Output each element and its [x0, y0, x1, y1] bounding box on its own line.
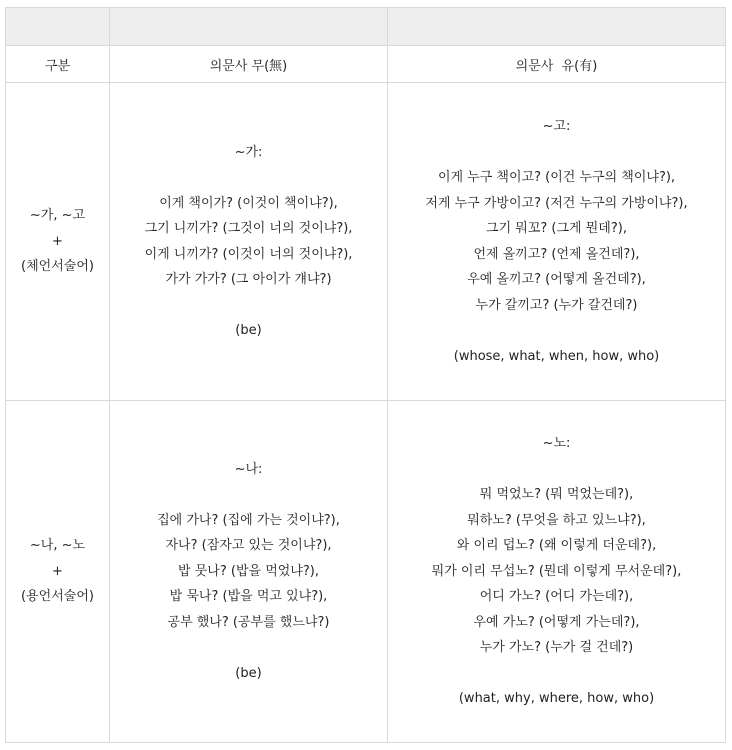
example-sentence: 뭐하노? (무엇을 하고 있느냐?), [467, 512, 646, 528]
row-label-cell [6, 401, 110, 743]
with-question-word-cell [388, 401, 726, 743]
example-sentence: 공부 했나? (공부를 했느냐?) [167, 614, 330, 630]
example-sentence: 이게 니끼가? (이것이 너의 것이냐?), [144, 246, 353, 262]
row-label-line: ~나, ~노 [29, 538, 86, 554]
example-sentence: 밥 묵나? (밥을 먹고 있냐?), [169, 589, 328, 605]
example-sentence: 누가 갈끼고? (누가 갈건데?) [475, 297, 638, 313]
english-note: (be) [235, 323, 262, 338]
with-question-word-cell [388, 83, 726, 401]
example-sentence: 저게 누구 가방이고? (저건 누구의 가방이냐?), [425, 195, 688, 211]
example-sentence: 뭐가 이리 무섭노? (뭔데 이렇게 무서운데?), [431, 563, 682, 579]
ending-title: ~고: [542, 119, 571, 134]
example-sentence: 언제 올끼고? (언제 올건데?), [473, 246, 640, 262]
header-category: 구분 [6, 46, 110, 83]
ending-title: ~나: [234, 461, 263, 477]
row-label-line: (용언서술어) [21, 589, 94, 605]
header-row [6, 46, 726, 83]
example-sentence: 누가 가노? (누가 걸 건데?) [479, 640, 634, 656]
row-label-line: ~가, ~고 [29, 208, 86, 224]
band-cell [388, 8, 726, 46]
english-note: (be) [235, 665, 262, 681]
row-label-line: (체언서술어) [21, 259, 94, 275]
header-with-question-word: 의문사 유(有) [388, 46, 726, 83]
row-label-line: + [52, 233, 63, 249]
no-question-word-cell [110, 83, 388, 401]
header-band-row [6, 8, 726, 46]
grammar-table [5, 7, 726, 743]
example-sentence: 밥 뭇나? (밥을 먹었냐?), [178, 563, 319, 579]
english-note: (what, why, where, how, who) [458, 691, 655, 707]
example-sentence: 그기 니끼가? (그것이 너의 것이냐?), [144, 221, 353, 236]
ending-title: ~가: [234, 144, 263, 160]
example-sentence: 그기 뭐꼬? (그게 뭔데?), [486, 221, 627, 236]
table-row [6, 83, 726, 401]
ending-title: ~노: [542, 436, 571, 452]
header-no-question-word: 의문사 무(無) [110, 46, 388, 83]
english-note: (whose, what, when, how, who) [453, 348, 660, 364]
row-label-cell [6, 83, 110, 401]
row-label-line: + [52, 563, 63, 579]
example-sentence: 이게 누구 책이고? (이건 누구의 책이냐?), [437, 170, 676, 185]
band-cell [110, 8, 388, 46]
example-sentence: 뭐 먹었노? (뭐 먹었는데?), [479, 487, 634, 503]
no-question-word-cell [110, 401, 388, 743]
example-sentence: 우예 올끼고? (어떻게 올건데?), [467, 272, 646, 287]
example-sentence: 와 이리 덥노? (왜 이렇게 더운데?), [456, 538, 657, 554]
table-row [6, 401, 726, 743]
example-sentence: 이게 책이가? (이것이 책이냐?), [159, 195, 338, 211]
example-sentence: 자나? (잠자고 있는 것이냐?), [165, 538, 332, 554]
example-sentence: 가가 가가? (그 아이가 걔냐?) [165, 272, 332, 287]
example-sentence: 집에 가나? (집에 가는 것이냐?), [157, 512, 340, 528]
band-cell [6, 8, 110, 46]
example-sentence: 어디 가노? (어디 가는데?), [479, 589, 634, 605]
example-sentence: 우예 가노? (어떻게 가는데?), [473, 614, 640, 630]
